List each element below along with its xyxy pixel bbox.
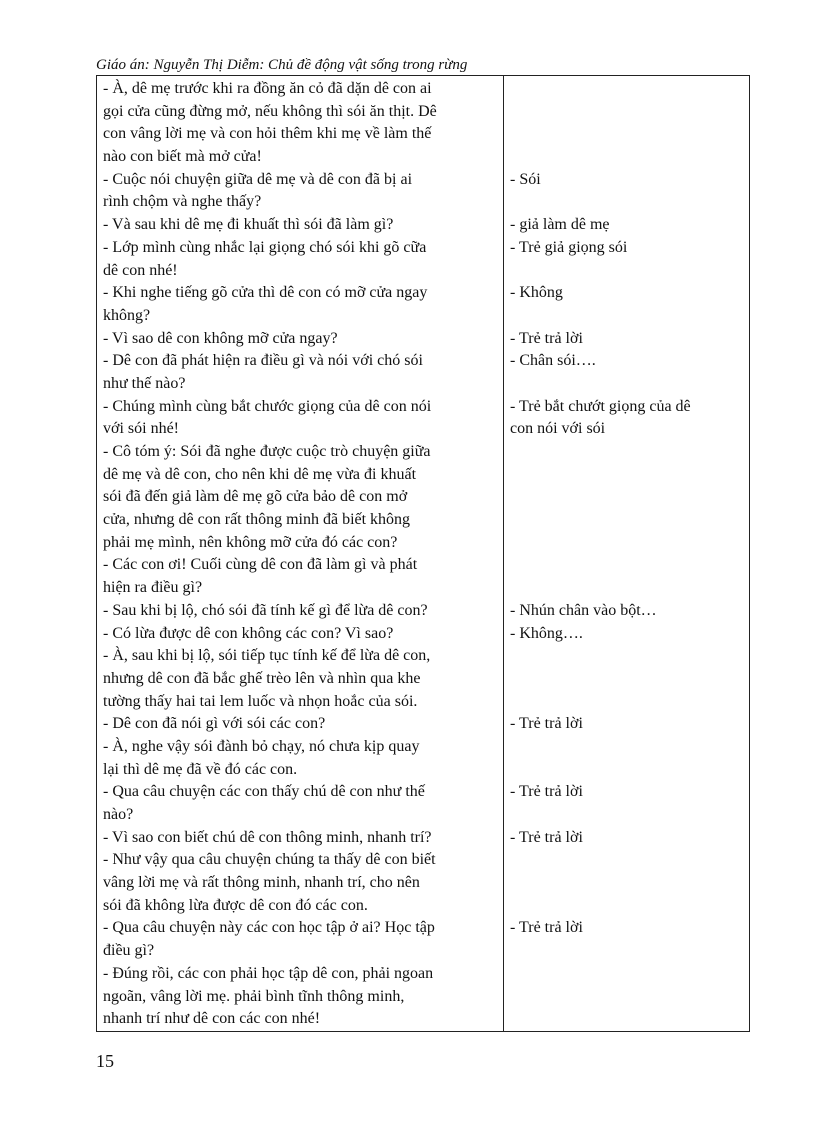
page-number: 15 — [96, 1051, 114, 1071]
teacher-line: - Sau khi bị lộ, chó sói đã tính kế gì để lừa dê con? — [103, 601, 428, 619]
teacher-line: con vâng lời mẹ và con hỏi thêm khi mẹ về làm thế — [103, 125, 432, 143]
teacher-line: - Đúng rồi, các con phải học tập dê con, phải ngoan — [103, 964, 434, 982]
child-response-line: - Trẻ giả giọng sói — [510, 238, 628, 256]
teacher-line: - À, nghe vậy sói đành bỏ chạy, nó chưa kịp quay — [103, 737, 420, 755]
blank-line — [510, 260, 743, 283]
teacher-line: như thế nào? — [103, 374, 186, 392]
blank-line — [510, 940, 743, 963]
teacher-line: - Các con ơi! Cuối cùng dê con đã làm gì và phát — [103, 556, 418, 574]
teacher-line: cửa, nhưng dê con rất thông minh đã biết không — [103, 511, 411, 529]
teacher-line: - Qua câu chuyện này các con học tập ở ai? Học tập — [103, 919, 435, 937]
blank-line — [510, 645, 743, 668]
blank-line — [510, 78, 743, 101]
teacher-line: nào? — [103, 806, 134, 823]
teacher-line: - Vì sao con biết chú dê con thông minh, nhanh trí? — [103, 828, 432, 846]
teacher-line: - Có lừa được dê con không các con? Vì sao? — [103, 624, 394, 642]
teacher-line: - Dê con đã phát hiện ra điều gì và nói với chó sói — [103, 352, 423, 370]
blank-line — [510, 532, 743, 555]
child-response-line: - Trẻ bắt chướt giọng của dê — [510, 397, 691, 415]
blank-line — [510, 736, 743, 759]
teacher-line: - À, dê mẹ trước khi ra đồng ăn cỏ đã dặn dê con ai — [103, 80, 432, 97]
child-response-line: - Trẻ trả lời — [510, 783, 583, 801]
teacher-line: - Cuộc nói chuyện giữa dê mẹ và dê con đã bị ai — [103, 170, 413, 188]
child-response-line: - Trẻ trả lời — [510, 329, 583, 347]
blank-line — [510, 691, 743, 714]
blank-line — [510, 464, 743, 487]
teacher-line: - Chúng mình cùng bắt chước giọng của dê con nói — [103, 397, 432, 415]
teacher-line: tường thấy hai tai lem luốc và nhọn hoắc của sói. — [103, 692, 418, 710]
blank-line — [510, 509, 743, 532]
teacher-line: - Và sau khi dê mẹ đi khuất thì sói đã làm gì? — [103, 216, 394, 234]
blank-line — [510, 759, 743, 782]
teacher-line: sói đã không lừa được dê con đó các con. — [103, 896, 368, 914]
teacher-line: với sói nhé! — [103, 420, 180, 438]
child-response-line: - Trẻ trả lời — [510, 919, 583, 937]
blank-line — [510, 872, 743, 895]
teacher-line: ngoãn, vâng lời mẹ. phải bình tĩnh thông minh, — [103, 987, 405, 1005]
teacher-line: hiện ra điều gì? — [103, 579, 203, 597]
child-response-line: - Chân sói…. — [510, 352, 596, 370]
blank-line — [510, 668, 743, 691]
child-response-line: - Trẻ trả lời — [510, 715, 583, 733]
teacher-activity-column — [97, 76, 504, 1031]
blank-line — [510, 305, 743, 328]
blank-line — [510, 849, 743, 872]
blank-line — [510, 986, 743, 1009]
teacher-line: lại thì dê mẹ đã về đó các con. — [103, 760, 298, 778]
teacher-line: không? — [103, 306, 151, 324]
blank-line — [510, 804, 743, 827]
child-response-line: con nói với sói — [510, 420, 606, 438]
blank-line — [510, 895, 743, 918]
teacher-line: - Như vậy qua câu chuyện chúng ta thấy dê con biết — [103, 851, 436, 869]
blank-line — [510, 441, 743, 464]
teacher-line: - Qua câu chuyện các con thấy chú dê con như thế — [103, 783, 425, 801]
blank-line — [510, 1008, 743, 1031]
blank-line — [510, 101, 743, 124]
teacher-line: - Khi nghe tiếng gõ cửa thì dê con có mỡ cửa ngay — [103, 284, 428, 302]
blank-line — [510, 146, 743, 169]
teacher-line: - Dê con đã nói gì với sói các con? — [103, 715, 326, 733]
blank-line — [510, 577, 743, 600]
teacher-line: dê mẹ và dê con, cho nên khi dê mẹ vừa đi khuất — [103, 465, 417, 483]
child-response-line: - Nhún chân vào bột… — [510, 601, 657, 619]
teacher-line: điều gì? — [103, 942, 155, 960]
teacher-line: - Cô tóm ý: Sói đã nghe được cuộc trò chuyện giữa — [103, 443, 431, 460]
child-activity-column — [504, 76, 749, 1031]
teacher-line: phải mẹ mình, nên không mỡ cửa đó các con? — [103, 533, 398, 551]
blank-line — [510, 191, 743, 214]
teacher-line: dê con nhé! — [103, 261, 178, 279]
teacher-line: gọi cửa cũng đừng mở, nếu không thì sói ăn thịt. Dê — [103, 102, 437, 120]
child-response-line: - Không — [510, 284, 563, 302]
teacher-line: - Vì sao dê con không mỡ cửa ngay? — [103, 329, 338, 347]
blank-line — [510, 373, 743, 396]
blank-line — [510, 123, 743, 146]
teacher-line: rình chộm và nghe thấy? — [103, 193, 262, 211]
teacher-line: - Lớp mình cùng nhắc lại giọng chó sói khi gõ cữa — [103, 238, 427, 256]
blank-line — [510, 554, 743, 577]
teacher-line: nào con biết mà mở cửa! — [103, 148, 262, 166]
teacher-line: vâng lời mẹ và rất thông minh, nhanh trí, cho nên — [103, 874, 420, 892]
child-response-line: - Sói — [510, 170, 541, 188]
page-header: Giáo án: Nguyễn Thị Diễm: Chủ đề động vật sống trong rừng — [96, 57, 468, 73]
teacher-line: nhưng dê con đã bắc ghế trèo lên và nhìn qua khe — [103, 669, 421, 687]
blank-line — [510, 486, 743, 509]
child-response-line: - Không…. — [510, 624, 583, 642]
blank-line — [510, 963, 743, 986]
teacher-line: - À, sau khi bị lộ, sói tiếp tục tính kế để lừa dê con, — [103, 647, 431, 665]
child-response-line: - giả làm dê mẹ — [510, 216, 610, 234]
teacher-line: nhanh trí như dê con các con nhé! — [103, 1010, 321, 1028]
child-response-line: - Trẻ trả lời — [510, 828, 583, 846]
teacher-line: sói đã đến giả làm dê mẹ gõ cửa bảo dê con mở — [103, 488, 408, 506]
lesson-table — [96, 75, 750, 1032]
